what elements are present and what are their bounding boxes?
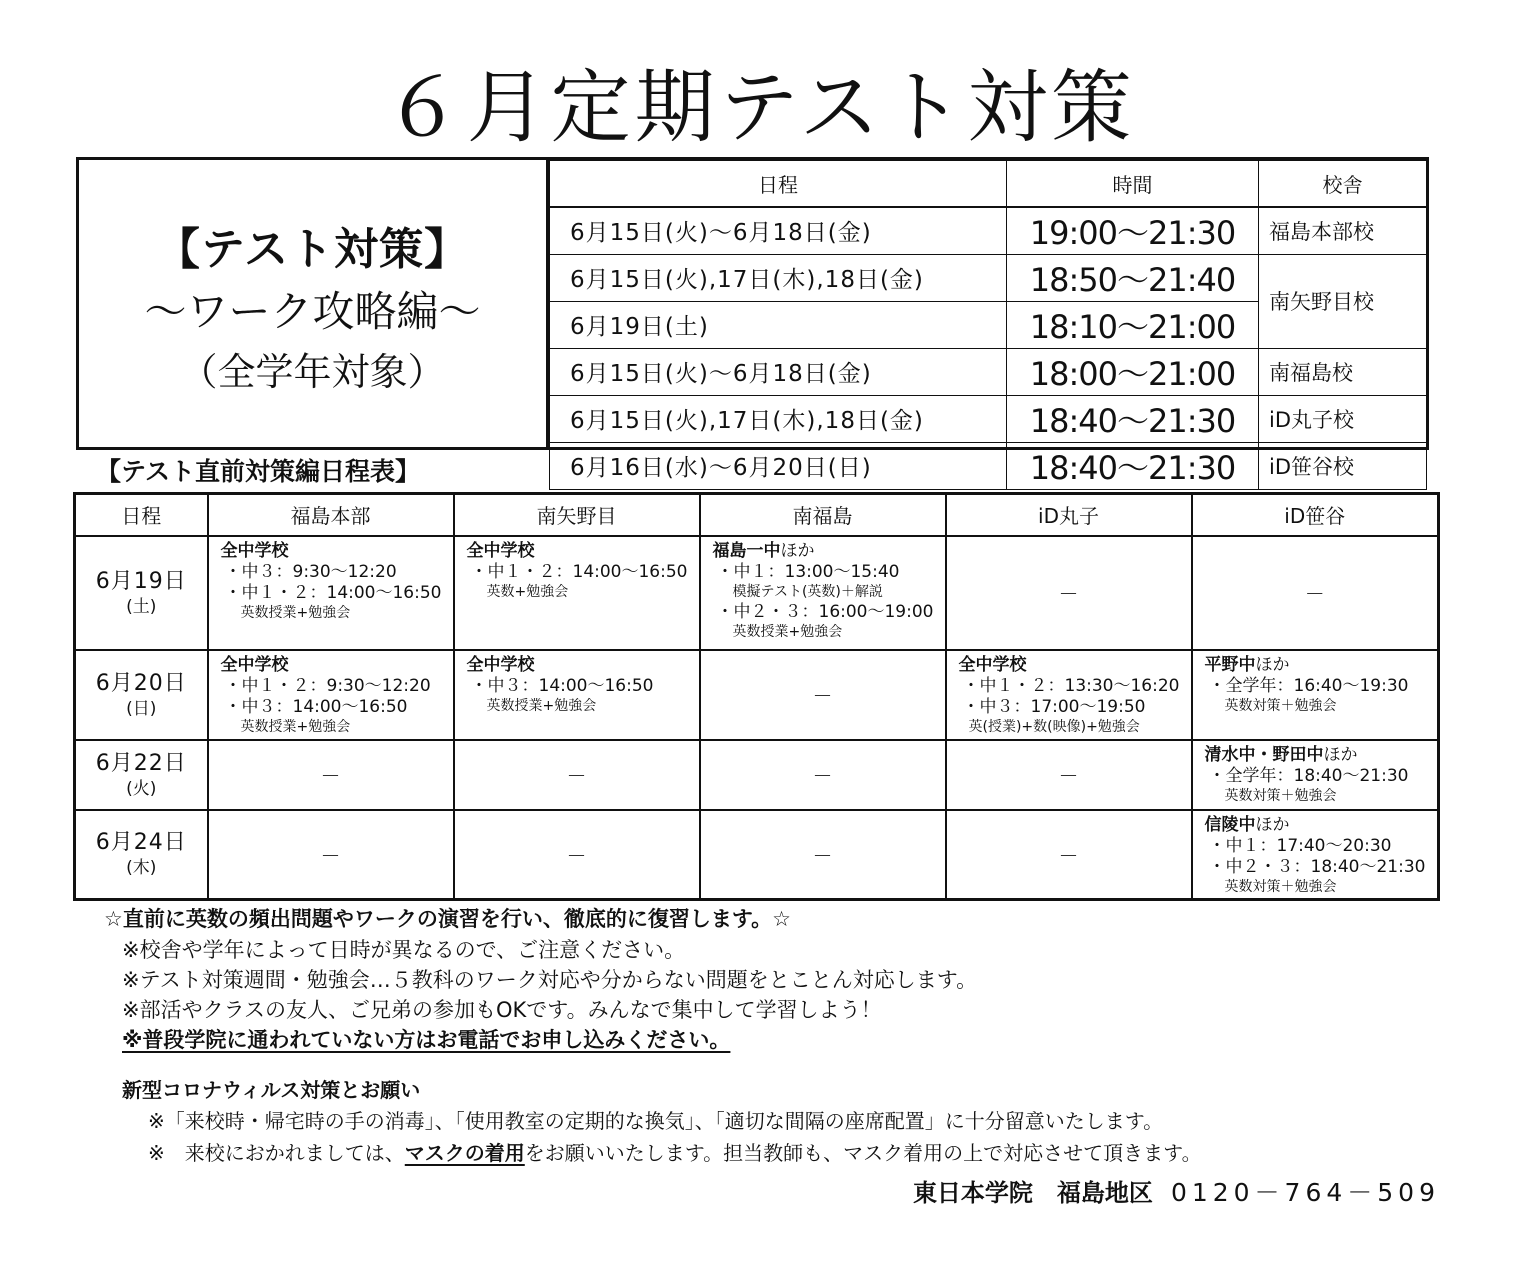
session-time: ・全学年：16:40～19:30: [1208, 675, 1409, 696]
school-label: 清水中・野田中: [1204, 744, 1324, 765]
note-line: ※テスト対策週間・勉強会…５教科のワーク対応や分からない問題をとことん対応します。: [122, 968, 978, 992]
schedule-cell: [1192, 810, 1439, 900]
date-label: 6月20日: [95, 670, 187, 696]
school-label: 全中学校: [466, 540, 535, 561]
promo-panel: [79, 160, 549, 447]
column-header-date: 日程: [550, 161, 1007, 207]
table-row: [550, 207, 1427, 255]
schedule-cell: [1192, 740, 1439, 810]
day-of-week: (火): [126, 778, 157, 799]
session-time: ・中１：17:40～20:30: [1208, 835, 1392, 856]
covid-line: [122, 1137, 1502, 1169]
empty-cell: －: [946, 810, 1192, 900]
session-note: 英数授業+勉強会: [240, 718, 351, 735]
row-time: 18:10～21:00: [1007, 301, 1259, 348]
table-row: [75, 536, 1439, 650]
session-time: ・中２・３：16:00～19:00: [716, 601, 934, 622]
day-of-week: (土): [126, 596, 157, 617]
covid-line: ※「来校時・帰宅時の手の消毒」、「使用教室の定期的な換気」、「適切な間隔の座席配置」に十分留意いたします。: [148, 1109, 1164, 1133]
row-time: 19:00～21:30: [1007, 207, 1259, 255]
table-row: [550, 254, 1427, 301]
school-label: 全中学校: [220, 540, 289, 561]
promo-subtitle: ～ワーク攻略編～: [144, 287, 481, 336]
session-time: ・中３：14:00～16:50: [224, 696, 408, 717]
schedule-cell: [208, 536, 454, 650]
table-header-row: [75, 494, 1439, 536]
schedule-cell: [454, 536, 700, 650]
row-date: 6月19日(土): [550, 301, 1007, 348]
school-name: [467, 655, 699, 676]
empty-cell: －: [700, 650, 946, 740]
empty-cell: －: [700, 740, 946, 810]
date-cell: [75, 536, 208, 650]
row-date: 6月15日(火),17日(木),18日(金): [550, 254, 1007, 301]
row-date: 6月15日(火),17日(木),18日(金): [550, 395, 1007, 442]
table-row: [550, 348, 1427, 395]
session-time: ・中３：17:00～19:50: [962, 696, 1146, 717]
school-suffix: ほか: [1323, 744, 1358, 765]
row-date: 6月15日(火)～6月18日(金): [550, 348, 1007, 395]
session-time: ・中１・２：13:30～16:20: [962, 675, 1180, 696]
covid-title: 新型コロナウィルス対策とお願い: [122, 1078, 421, 1102]
column-header-date: 日程: [75, 494, 208, 536]
phone-number: 0120－764－509: [1170, 1178, 1440, 1207]
session-note: 英数授業+勉強会: [486, 697, 597, 714]
school-suffix: ほか: [780, 540, 815, 561]
session-time: ・中１：13:00～15:40: [716, 561, 900, 582]
row-date: 6月15日(火)～6月18日(金): [550, 207, 1007, 255]
mask-emphasis: マスクの着用: [404, 1141, 525, 1165]
school-name: [959, 655, 1191, 676]
promo-title: 【テスト対策】: [155, 224, 470, 275]
row-time: 18:40～21:30: [1007, 442, 1259, 489]
schedule-cell: [454, 650, 700, 740]
school-suffix: ほか: [1255, 654, 1290, 675]
schedule-heading: 【テスト直前対策編日程表】: [96, 457, 421, 486]
session-time: ・中２・３：18:40～21:30: [1208, 856, 1426, 877]
session-time: ・中３：14:00～16:50: [470, 675, 654, 696]
organization-name: 東日本学院 福島地区: [912, 1179, 1153, 1207]
footer-contact: [913, 1176, 1440, 1210]
table-row: [75, 650, 1439, 740]
day-of-week: (日): [126, 698, 157, 719]
school-name: [221, 541, 453, 562]
session-time: ・全学年：18:40～21:30: [1208, 765, 1409, 786]
row-campus: 福島本部校: [1259, 207, 1427, 255]
test-prep-schedule-table: [549, 160, 1427, 490]
row-campus: iD丸子校: [1259, 395, 1427, 442]
column-header-campus: 南矢野目: [454, 494, 700, 536]
covid-section: [122, 1075, 1502, 1169]
session-note: 模擬テスト(英数)＋解説: [732, 583, 883, 600]
session-time: ・中１・２：14:00～16:50: [470, 561, 688, 582]
school-label: 全中学校: [958, 654, 1027, 675]
promo-target: （全学年対象）: [179, 350, 446, 394]
day-of-week: (木): [126, 858, 157, 879]
row-campus: 南福島校: [1259, 348, 1427, 395]
schedule-cell: [946, 650, 1192, 740]
column-header-time: 時間: [1007, 161, 1259, 207]
notes-headline: ☆直前に英数の頻出問題やワークの演習を行い、徹底的に復習します。☆: [104, 907, 791, 931]
school-name: [467, 541, 699, 562]
session-note: 英数対策＋勉強会: [1224, 697, 1337, 714]
empty-cell: －: [700, 810, 946, 900]
schedule-cell: [208, 650, 454, 740]
school-name: [1205, 745, 1438, 766]
school-suffix: ほか: [1255, 814, 1290, 835]
row-time: 18:50～21:40: [1007, 254, 1259, 301]
page-title: ６月定期テスト対策: [382, 61, 1136, 154]
column-header-campus: iD丸子: [946, 494, 1192, 536]
column-header-campus: iD笹谷: [1192, 494, 1439, 536]
date-cell: [75, 740, 208, 810]
empty-cell: －: [1192, 536, 1439, 650]
important-note: ※普段学院に通われていない方はお電話でお申し込みください。: [122, 1028, 731, 1052]
session-time: ・中１・２：14:00～16:50: [224, 582, 442, 603]
empty-cell: －: [208, 740, 454, 810]
schedule-cell: [1192, 650, 1439, 740]
notes-section: [104, 903, 1484, 1055]
school-label: 信陵中: [1204, 814, 1256, 835]
table-row: [75, 740, 1439, 810]
table-header-row: [550, 161, 1427, 207]
empty-cell: －: [208, 810, 454, 900]
school-name: [1205, 815, 1438, 836]
empty-cell: －: [946, 536, 1192, 650]
date-label: 6月19日: [95, 568, 187, 594]
session-time: ・中１・２：9:30～12:20: [224, 675, 431, 696]
school-name: [1205, 655, 1438, 676]
table-row: [550, 442, 1427, 489]
row-time: 18:40～21:30: [1007, 395, 1259, 442]
column-header-campus: 南福島: [700, 494, 946, 536]
row-campus: 南矢野目校: [1259, 254, 1427, 348]
school-label: 全中学校: [220, 654, 289, 675]
covid-line-text: ※ 来校におかれましては、: [148, 1141, 405, 1165]
date-label: 6月22日: [95, 750, 187, 776]
session-time: ・中３：9:30～12:20: [224, 561, 397, 582]
session-note: 英(授業)+数(映像)+勉強会: [968, 718, 1140, 735]
covid-line-text: をお願いいたします。担当教師も、マスク着用の上で対応させて頂きます。: [524, 1141, 1202, 1165]
column-header-campus: 校舎: [1259, 161, 1427, 207]
schedule-cell: [700, 536, 946, 650]
note-line: ※部活やクラスの友人、ご兄弟の参加もOKです。みんなで集中して学習しよう！: [122, 998, 882, 1022]
column-header-campus: 福島本部: [208, 494, 454, 536]
table-row: [75, 810, 1439, 900]
school-label: 福島一中: [712, 540, 781, 561]
session-note: 英数対策＋勉強会: [1224, 787, 1337, 804]
empty-cell: －: [454, 810, 700, 900]
table-row: [550, 395, 1427, 442]
date-cell: [75, 810, 208, 900]
note-line: ※校舎や学年によって日時が異なるので、ご注意ください。: [122, 938, 686, 962]
date-label: 6月24日: [95, 830, 187, 856]
pre-test-schedule-table: [73, 492, 1440, 901]
row-date: 6月16日(水)～6月20日(日): [550, 442, 1007, 489]
school-name: [713, 541, 945, 562]
empty-cell: －: [946, 740, 1192, 810]
session-note: 英数+勉強会: [486, 583, 569, 600]
session-note: 英数授業+勉強会: [240, 604, 351, 621]
empty-cell: －: [454, 740, 700, 810]
schedule-body: [75, 536, 1439, 900]
date-cell: [75, 650, 208, 740]
row-campus: iD笹谷校: [1259, 442, 1427, 489]
school-label: 平野中: [1204, 654, 1256, 675]
school-label: 全中学校: [466, 654, 535, 675]
row-time: 18:00～21:00: [1007, 348, 1259, 395]
session-note: 英数対策＋勉強会: [1224, 878, 1337, 895]
school-name: [221, 655, 453, 676]
session-note: 英数授業+勉強会: [732, 623, 843, 640]
